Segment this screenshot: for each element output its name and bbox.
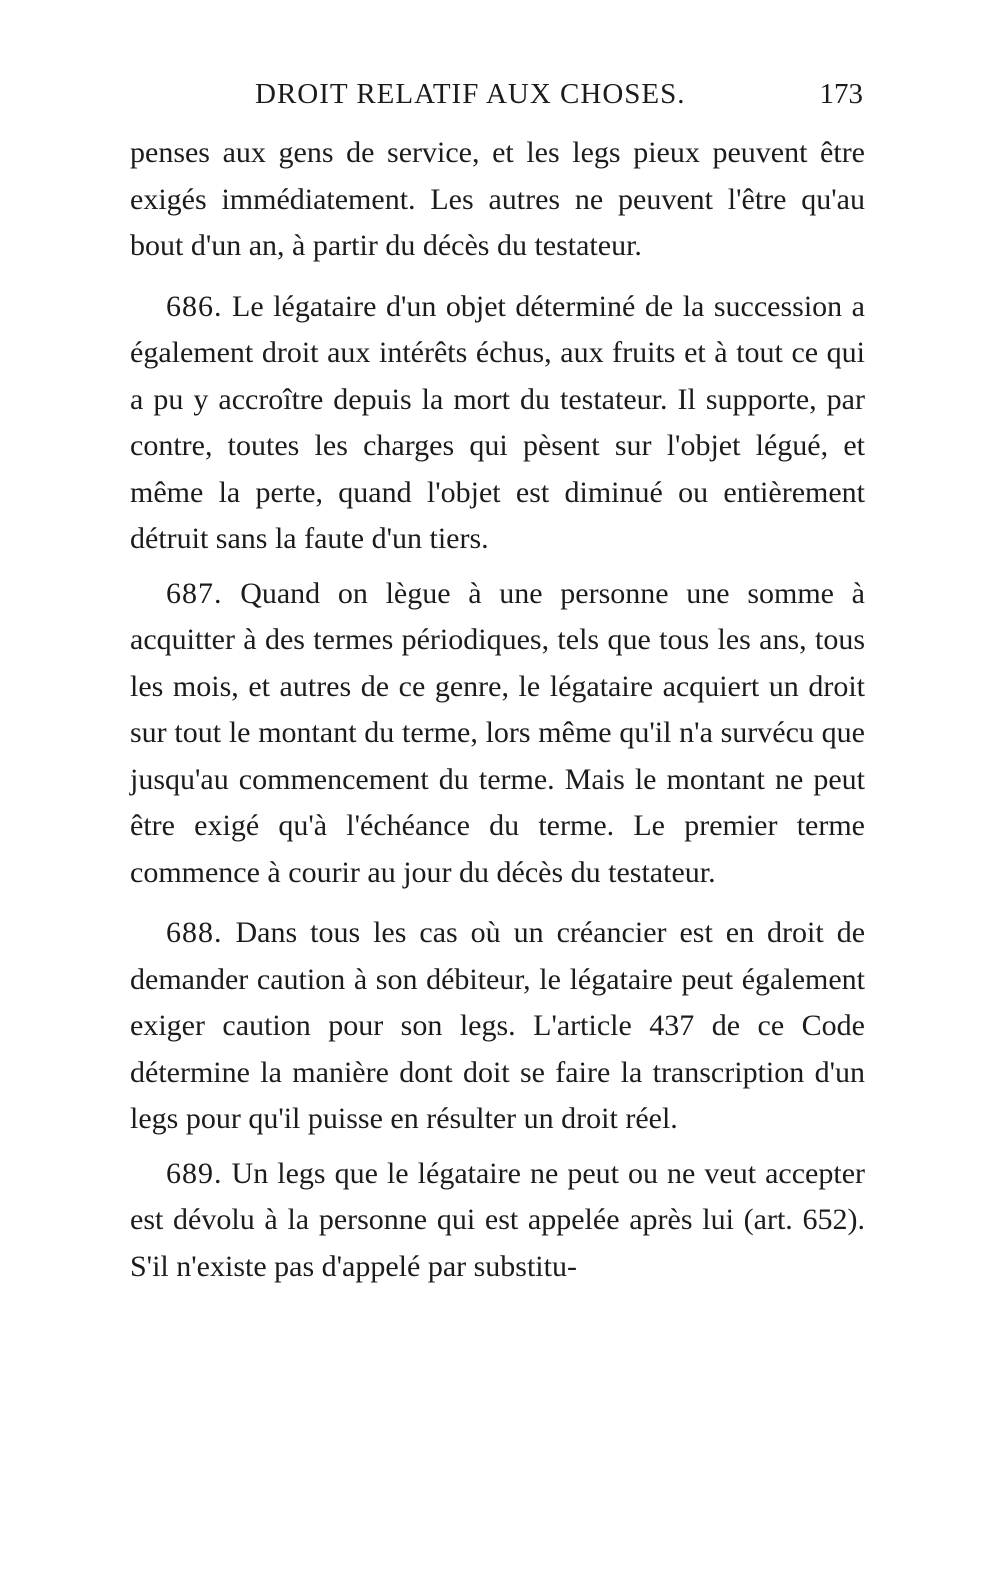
article-689 <box>130 1151 865 1291</box>
article-686 <box>130 284 865 563</box>
continued-paragraph: penses aux gens de service, et les legs pieux peuvent être exigés immédiatement. Les autres ne peuvent l'être qu'au bout d'un an, à partir du décès du testateur. <box>130 136 865 262</box>
running-head <box>130 78 865 130</box>
article-number: 688. <box>166 916 223 949</box>
running-title: DROIT RELATIF AUX CHOSES. <box>255 78 686 110</box>
body-text <box>130 130 865 1290</box>
article-687 <box>130 571 865 897</box>
book-page <box>130 78 865 1290</box>
article-text: Un legs que le légataire ne peut ou ne veut accepter est dévolu à la personne qui est appelée après lui (art. 652). S'il n'existe pas d'appelé par substitu- <box>130 1156 866 1283</box>
article-688 <box>130 910 865 1143</box>
article-text: Le légataire d'un objet déterminé de la succession a également droit aux intérêts échus, aux fruits et à tout ce qui a pu y accroître depuis la mort du testateur. Il supporte, par contre, toutes les charges qui pèsent sur l'objet légué, et même la perte, quand l'objet est diminué ou entièrement détruit sans la faute d'un tiers. <box>130 289 866 555</box>
article-number: 686. <box>166 289 223 323</box>
article-text: Quand on lègue à une personne une somme à acquitter à des termes périodiques, tels que tous les ans, tous les mois, et autres de ce genre, le légataire acquiert un droit sur tout le montant du terme, lors même qu'il n'a survécu que jusqu'au commencement du terme. Mais le montant ne peut être exigé qu'à l'échéance du terme. Le premier terme commence à courir au jour du décès du testateur. <box>130 576 865 889</box>
article-number: 689. <box>166 1156 223 1190</box>
page-number: 173 <box>819 78 863 110</box>
article-text: Dans tous les cas où un créancier est en droit de demander caution à son débiteur, le légataire peut également exiger caution pour son legs. L'article 437 de ce Code détermine la manière dont doit se faire la transcription d'un legs pour qu'il puisse en résulter un droit réel. <box>130 916 866 1135</box>
article-number: 687. <box>166 576 223 610</box>
